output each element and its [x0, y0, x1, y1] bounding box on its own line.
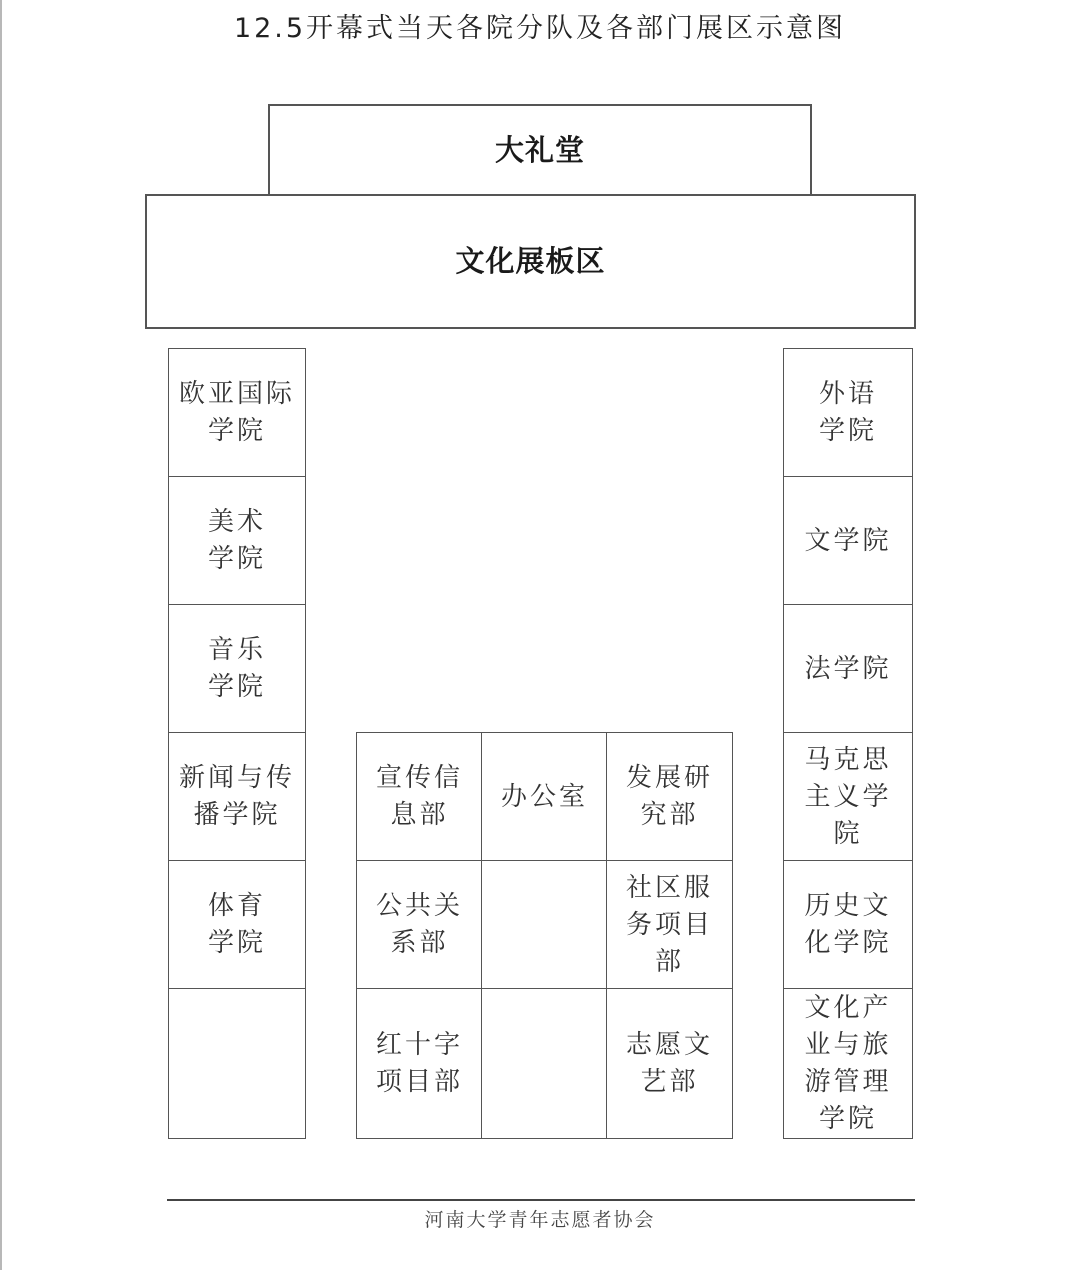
center-booth-r1-c0: 公共关 系部 [356, 860, 483, 990]
left-booth-0: 欧亚国际 学院 [168, 348, 306, 478]
right-booth-3: 马克思 主义学 院 [783, 732, 913, 862]
page-left-edge [0, 0, 2, 1270]
center-booth-r2-c1 [481, 988, 608, 1139]
center-booth-r1-c1 [481, 860, 608, 990]
center-booth-r0-c2: 发展研 究部 [606, 732, 733, 862]
diagram-title: 12.5开幕式当天各院分队及各部门展区示意图 [233, 13, 847, 44]
auditorium-box: 大礼堂 [268, 104, 812, 196]
footer-organization: 河南大学青年志愿者协会 [424, 1209, 656, 1231]
left-booth-4: 体育 学院 [168, 860, 306, 990]
right-booth-2: 法学院 [783, 604, 913, 734]
left-booth-5 [168, 988, 306, 1139]
center-booth-r2-c2: 志愿文 艺部 [606, 988, 733, 1139]
right-booth-5: 文化产 业与旅 游管理 学院 [783, 988, 913, 1139]
right-booth-1: 文学院 [783, 476, 913, 606]
footer-divider [167, 1199, 915, 1201]
center-booth-r1-c2: 社区服 务项目 部 [606, 860, 733, 990]
right-booth-4: 历史文 化学院 [783, 860, 913, 990]
left-booth-2: 音乐 学院 [168, 604, 306, 734]
center-booth-r2-c0: 红十字 项目部 [356, 988, 483, 1139]
left-booth-1: 美术 学院 [168, 476, 306, 606]
center-booth-r0-c1: 办公室 [481, 732, 608, 862]
right-booth-0: 外语 学院 [783, 348, 913, 478]
culture-board-area-box: 文化展板区 [145, 194, 916, 329]
center-booth-r0-c0: 宣传信 息部 [356, 732, 483, 862]
left-booth-3: 新闻与传 播学院 [168, 732, 306, 862]
